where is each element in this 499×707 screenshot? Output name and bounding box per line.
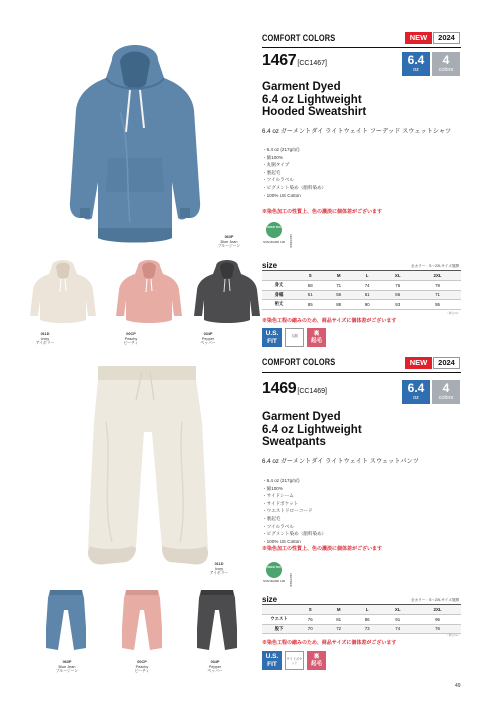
- weight-value: 6.4: [407, 381, 425, 395]
- swatch-jp: ペッパー: [207, 669, 223, 674]
- table-header-cell: 2XL: [433, 273, 442, 278]
- dye-note: ※染色加工の性質上、色の濃淡に個体差がございます: [262, 546, 383, 552]
- certified-label: CERTIFIED: [289, 573, 292, 587]
- title-line: Garment Dyed: [262, 81, 341, 93]
- size-note: 全カラー：S〜2XLサイズ展開: [411, 598, 460, 602]
- spec-item: ・100% US Cotton: [262, 192, 301, 198]
- title-line: Garment Dyed: [262, 411, 341, 423]
- weight-badge: [402, 52, 430, 76]
- table-cell: 76: [435, 626, 440, 632]
- size-title: size: [262, 261, 278, 270]
- title-line: Hooded Sweatshirt: [262, 106, 367, 118]
- spec-item: ・ツイルラベル: [262, 177, 294, 183]
- hoodie-swatch-pepper: [192, 258, 262, 326]
- table-cell: 91: [395, 616, 401, 622]
- colors-label: colors: [438, 395, 454, 401]
- swatch-jp: ブルージーン: [55, 669, 79, 674]
- main-color-en: Blue Jean: [220, 239, 238, 244]
- table-cell: 71: [336, 282, 342, 288]
- swatch-en: Peachy: [135, 664, 149, 669]
- table-unit: （単位:cm）: [446, 312, 461, 315]
- table-row-label: 股下: [274, 625, 284, 631]
- table-cell: 93: [395, 301, 401, 307]
- table-header-cell: L: [365, 607, 369, 612]
- header-rule: [262, 372, 461, 373]
- table-cell: 61: [364, 292, 370, 298]
- table-row: [262, 615, 461, 625]
- sweatpants-main-image: [82, 362, 212, 577]
- swatch-caption-2: [113, 332, 149, 346]
- table-row-label: 裄丈: [274, 301, 284, 307]
- dye-note: ※染色加工の性質上、色の濃淡に個体差がございます: [262, 209, 383, 215]
- spec-item: ・裏起毛: [262, 515, 281, 521]
- swatch-code: 034P: [203, 332, 213, 336]
- table-header-cell: M: [336, 273, 341, 278]
- swatch-code: 00CP: [126, 332, 136, 336]
- spec-item: ・サイドシーム: [262, 493, 294, 499]
- fit-line: U.S.: [265, 330, 279, 337]
- table-row-label: ウエスト: [270, 616, 288, 622]
- feature-fleece-icon: [307, 328, 326, 347]
- swatch-caption-3: [197, 660, 233, 674]
- table-row: [262, 290, 461, 300]
- table-cell: 88: [336, 301, 342, 307]
- fit-line: FIT: [267, 660, 277, 668]
- product-subtitle-jp: 6.4 oz ガーメントダイ ライトウェイト スウェットパンツ: [262, 458, 419, 465]
- feature-line: 起毛: [310, 337, 322, 344]
- table-header-cell: [262, 271, 296, 281]
- product-code-number: 1467: [262, 52, 297, 69]
- table-cell: 96: [435, 616, 440, 622]
- table-cell: 90: [364, 301, 370, 307]
- swatch-jp: ピーチィ: [134, 669, 150, 674]
- product-subtitle-jp: 6.4 oz ガーメントダイ ライトウェイト フーデッド スウェットシャツ: [262, 128, 452, 135]
- size-note: 全カラー：S〜2XLサイズ展開: [411, 264, 460, 268]
- title-line: 6.4 oz Lightweight: [262, 423, 362, 436]
- table-header-cell: L: [365, 273, 369, 278]
- colors-badge: [432, 380, 460, 404]
- swatch-en: Blue Jean: [58, 664, 76, 669]
- title-line: 6.4 oz Lightweight: [262, 93, 362, 106]
- spec-item: ・ピグメント染め（顔料染め）: [262, 184, 327, 190]
- swatch-en: Peachy: [124, 336, 138, 341]
- spec-item: ・裏起毛: [262, 169, 281, 175]
- main-color-caption: [204, 562, 234, 576]
- feature-line: 起毛: [310, 660, 322, 667]
- table-cell: 68: [307, 282, 313, 288]
- swatch-code: 034P: [210, 660, 220, 664]
- table-cell: 74: [364, 282, 370, 288]
- table-cell: 95: [435, 301, 440, 307]
- table-cell: 51: [307, 292, 313, 298]
- swatch-code: 063P: [62, 660, 72, 664]
- product-code-sub: [CC1469]: [297, 388, 327, 395]
- table-row: [262, 624, 461, 634]
- table-cell: 71: [435, 292, 440, 298]
- header-rule: [262, 47, 461, 48]
- table-header-cell: XL: [394, 607, 401, 612]
- fit-line: FIT: [267, 337, 277, 345]
- hoodie-swatch-ivory: [28, 258, 98, 326]
- swatch-jp: アイボリー: [35, 341, 55, 346]
- table-row: [262, 300, 461, 310]
- colors-count: 4: [442, 381, 450, 395]
- fit-line: U.S.: [265, 653, 279, 660]
- main-color-caption: [214, 235, 244, 249]
- swatch-en: Pepper: [208, 664, 222, 669]
- table-cell: 74: [395, 626, 401, 632]
- standard-label: STANDARD 100: [262, 579, 286, 583]
- feature-side-pocket-icon: サイドポケット: [285, 651, 304, 670]
- spec-item: ・6.4 oz (217g/㎡): [262, 147, 300, 152]
- main-color-en: Ivory: [214, 566, 224, 571]
- table-cell: 72: [336, 626, 342, 632]
- table-header-cell: 2XL: [433, 607, 442, 612]
- oeko-tex-badge: OEKO TEX: [266, 562, 282, 578]
- main-color-jp: ブルージーン: [217, 244, 241, 249]
- table-cell: 70: [307, 626, 313, 632]
- spec-item: ・ウエストドローコード: [262, 508, 313, 514]
- swatch-code: 011D: [40, 332, 50, 336]
- swatch-caption-1: [50, 660, 84, 674]
- product-code: [262, 52, 327, 70]
- hoodie-swatch-peachy: [114, 258, 184, 326]
- swatch-jp: ピーチィ: [123, 341, 139, 346]
- brand-logo: COMFORT COLORS: [262, 33, 336, 44]
- title-line: Sweatpants: [262, 436, 326, 448]
- table-cell: 85: [307, 301, 313, 307]
- table-cell: 76: [307, 616, 313, 622]
- table-cell: 79: [435, 282, 440, 288]
- size-variance-note: ※染色工程の縮みのため、商品サイズに個体差がございます: [262, 318, 397, 324]
- us-fit-badge: [262, 651, 282, 670]
- new-badge: NEW: [405, 32, 432, 44]
- table-row: [262, 281, 461, 291]
- table-header-row: [262, 271, 461, 281]
- certified-label: CERTIFIED: [289, 234, 292, 248]
- feature-tubular-icon: 丸胴: [285, 328, 304, 347]
- pants-swatch-pepper: [195, 588, 239, 654]
- swatch-caption-1: [28, 332, 62, 346]
- oeko-tex-badge: OEKO TEX: [266, 222, 282, 238]
- colors-count: 4: [442, 53, 450, 67]
- spec-item: ・6.4 oz (217g/㎡): [262, 478, 300, 483]
- table-cell: 86: [364, 616, 370, 622]
- table-cell: 73: [364, 626, 370, 632]
- main-color-jp: アイボリー: [209, 571, 229, 576]
- table-header-cell: S: [308, 273, 312, 278]
- table-cell: 56: [336, 292, 342, 298]
- us-fit-badge: [262, 328, 282, 347]
- new-badge: NEW: [405, 357, 432, 369]
- weight-badge: [402, 380, 430, 404]
- table-header-cell: [262, 605, 296, 615]
- year-badge: 2024: [433, 32, 460, 44]
- product-code-sub: [CC1467]: [297, 60, 327, 67]
- brand-logo: COMFORT COLORS: [262, 357, 336, 368]
- table-row-label: 身丈: [274, 282, 284, 288]
- size-variance-note: ※染色工程の縮みのため、商品サイズに個体差がございます: [262, 640, 397, 646]
- spec-item: ・綿100%: [262, 485, 283, 491]
- weight-value: 6.4: [407, 53, 425, 67]
- pants-swatch-peachy: [120, 588, 164, 654]
- colors-badge: [432, 52, 460, 76]
- year-badge: 2024: [433, 357, 460, 369]
- main-color-code: 063P: [224, 235, 234, 239]
- table-header-row: [262, 605, 461, 615]
- spec-item: ・綿100%: [262, 154, 283, 160]
- size-table: [262, 271, 461, 310]
- product-code: [262, 380, 327, 398]
- colors-label: colors: [438, 67, 454, 73]
- table-header-cell: M: [336, 607, 341, 612]
- table-cell: 81: [336, 616, 342, 622]
- swatch-caption-2: [124, 660, 160, 674]
- product-code-number: 1469: [262, 380, 297, 397]
- swatch-jp: ペッパー: [200, 341, 216, 346]
- spec-list: [262, 477, 326, 545]
- spec-item: ・サイドポケット: [262, 500, 299, 506]
- hoodie-main-image: [60, 32, 210, 252]
- spec-item: ・ピグメント染め（顔料染め）: [262, 531, 327, 537]
- main-color-code: 011D: [214, 562, 224, 566]
- table-row-label: 身幅: [274, 291, 284, 297]
- feature-line: 裏: [313, 331, 320, 337]
- swatch-code: 00CP: [137, 660, 147, 664]
- size-title: size: [262, 595, 278, 604]
- spec-item: ・丸胴タイプ: [262, 162, 290, 168]
- page-number: 49: [455, 683, 461, 689]
- table-unit: （単位:cm）: [446, 634, 461, 637]
- weight-unit: oz: [413, 67, 419, 73]
- table-cell: 76: [395, 282, 401, 288]
- table-cell: 66: [395, 292, 401, 298]
- table-header-cell: XL: [394, 273, 401, 278]
- swatch-en: Pepper: [201, 336, 215, 341]
- pants-swatch-bluejean: [44, 588, 88, 654]
- size-table: [262, 605, 461, 634]
- weight-unit: oz: [413, 395, 419, 401]
- swatch-caption-3: [190, 332, 226, 346]
- standard-label: STANDARD 100: [262, 240, 286, 244]
- feature-line: 裏: [313, 654, 320, 660]
- spec-item: ・100% US Cotton: [262, 538, 301, 544]
- spec-list: [262, 146, 326, 199]
- swatch-en: Ivory: [40, 336, 50, 341]
- product-title: [262, 81, 366, 119]
- product-title: [262, 411, 362, 449]
- table-header-cell: S: [308, 607, 312, 612]
- feature-fleece-icon: [307, 651, 326, 670]
- spec-item: ・ツイルラベル: [262, 523, 294, 529]
